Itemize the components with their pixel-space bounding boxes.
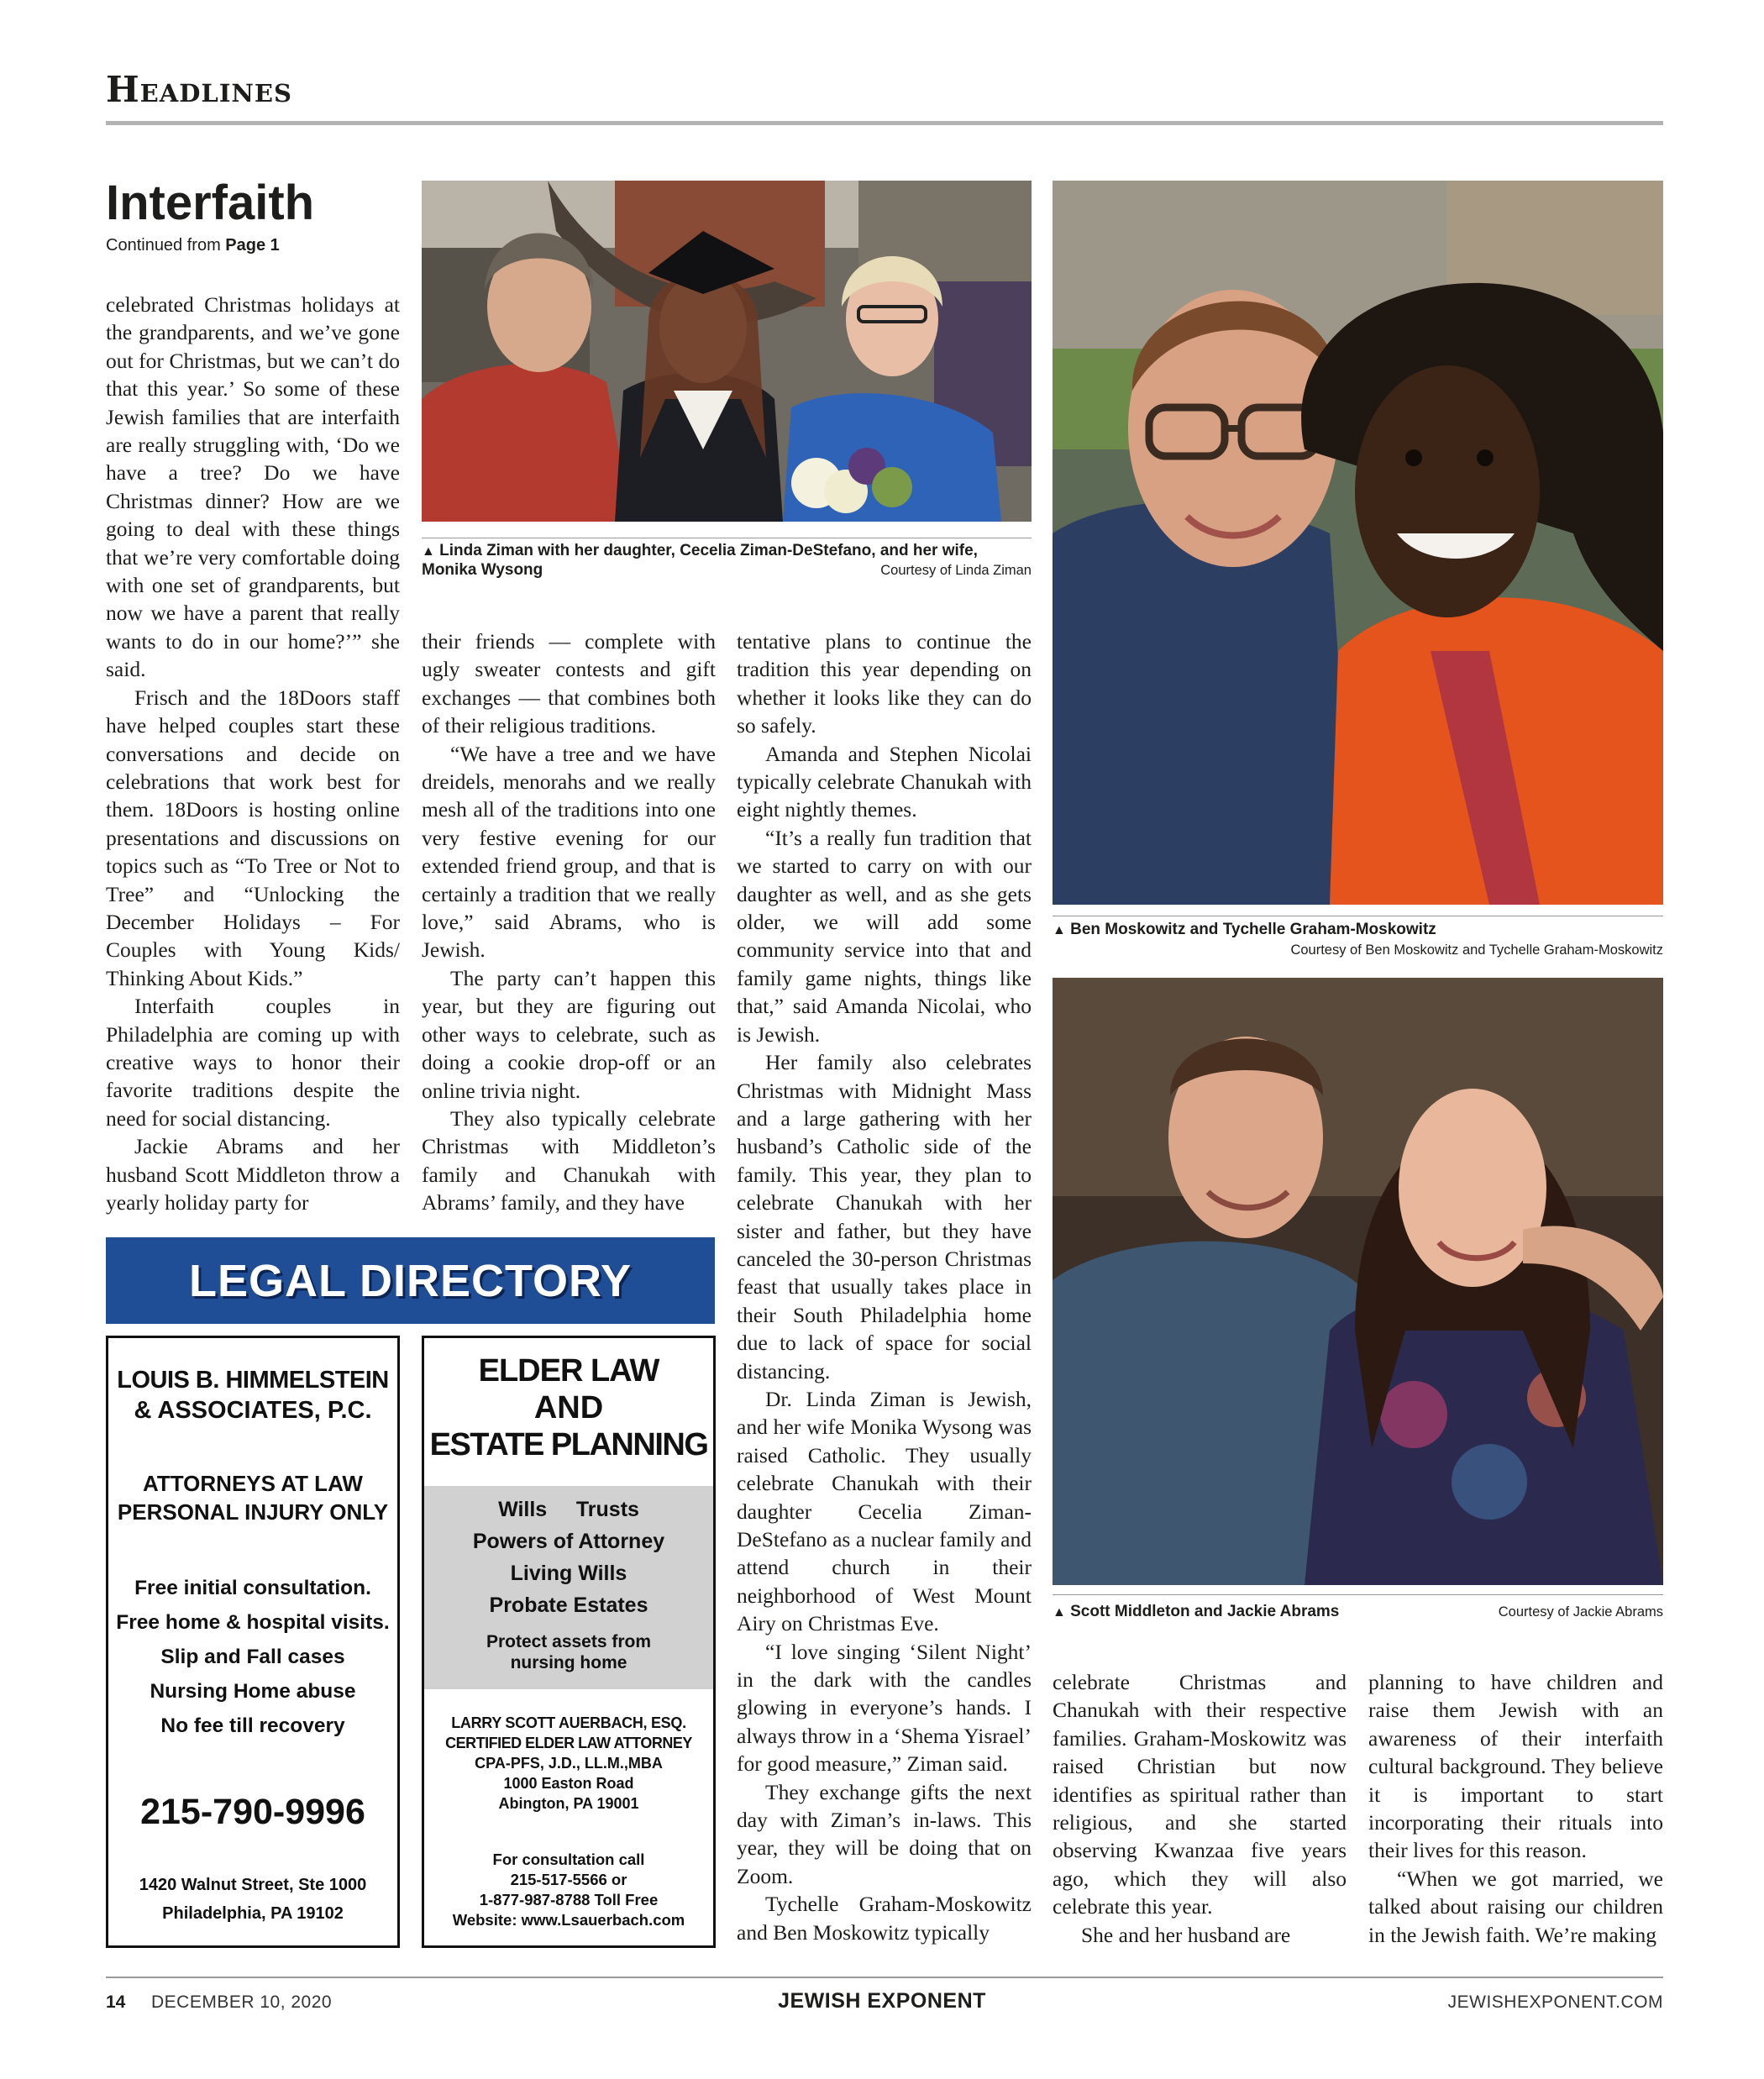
ad-himmelstein[interactable]: [106, 1336, 400, 1948]
ad-contact-3[interactable]: 1-877-987-8788 Toll Free: [479, 1891, 659, 1908]
ad-website[interactable]: Website: www.Lsauerbach.com: [452, 1911, 685, 1929]
article-paragraph: “It’s a really fun tradition that we started to carry on with our daughter as well, and as she gets older, we will add some community service into that and family game nights, things like that,” said Amanda Nicolai, who is Jewish.: [737, 825, 1032, 1047]
article-paragraph: celebrated Christmas holidays at the grandparents, and we’ve gone out for Christmas, but we can’t do that this year.’ So some of these Jewish families that are interfaith are really struggling with, ‘Do we have a tree? Do we have Christmas dinner? How are we going to deal with these things that we’re very comfortable doing with one set of grandparents, but now we have a parent that really wants to do in our home?’” she said.: [106, 292, 400, 682]
photo2-credit: Courtesy of Ben Moskowitz and Tychelle Graham-Moskowitz: [1290, 942, 1663, 958]
article-paragraph: Amanda and Stephen Nicolai typically celebrate Chanukah with eight nightly themes.: [737, 741, 1032, 822]
ad-lawyer-1: LARRY SCOTT AUERBACH, ESQ.: [451, 1714, 686, 1731]
publication-name: JEWISH EXPONENT: [778, 1989, 986, 2013]
ad-lawyer-4: 1000 Easton Road: [503, 1775, 634, 1792]
article-paragraph: Tychelle Graham-Moskowitz and Ben Moskowitz typically: [737, 1892, 1032, 1945]
article-paragraph: “When we got married, we talked about raising our children in the Jewish faith. We’re making: [1368, 1866, 1663, 1947]
caption-triangle-icon: ▲: [422, 544, 435, 559]
ad-contact-2[interactable]: 215-517-5566 or: [510, 1871, 627, 1888]
photo3-credit: Courtesy of Jackie Abrams: [1498, 1604, 1663, 1620]
website-link[interactable]: JEWISHEXPONENT.COM: [1447, 1992, 1663, 2012]
article-paragraph: Her family also celebrates Christmas with Midnight Mass and a large gathering with her husband’s Catholic side of the family. This year, they plan to celebrate Chanukah with her sister and father, but they have canceled the 30-person Christmas feast that usually takes place in their South Philadelphia home due to lack of space for social distancing.: [737, 1050, 1032, 1383]
ad-services-3: Living Wills: [510, 1562, 627, 1585]
ad-bullet-3: Slip and Fall cases: [160, 1646, 345, 1668]
article-paragraph: She and her husband are: [1081, 1922, 1291, 1947]
article-column-5: [1368, 1668, 1663, 1949]
article-paragraph: “We have a tree and we have dreidels, menorahs and we really mesh all of the traditions into one very festive evening for our extended friend group, and that is certainly a tradition that we really love,” said Abrams, who is Jewish.: [422, 741, 716, 963]
ad-lawyer-2: CERTIFIED ELDER LAW ATTORNEY: [445, 1735, 692, 1751]
photo3-caption-rule: [1053, 1594, 1663, 1595]
article-paragraph: celebrate Christmas and Chanukah with their respective families. Graham-Moskowitz was raised Christian but now identifies as spiritual rather than religious, and she started observing Kwanzaa five years ago, which they will also celebrate this year.: [1053, 1670, 1347, 1919]
ad-title-3: ESTATE PLANNING: [429, 1427, 708, 1462]
photo-ziman-family: [422, 181, 1032, 522]
article-paragraph: They also typically celebrate Christmas with Middleton’s family and Chanukah with Abrams’ family, and they have: [422, 1105, 716, 1215]
header-rule: [106, 121, 1663, 125]
ad-address-1: 1420 Walnut Street, Ste 1000: [139, 1876, 367, 1894]
article-paragraph: Interfaith couples in Philadelphia are coming up with creative ways to honor their favorite traditions despite the need for social distancing.: [106, 994, 400, 1131]
ad-firm-name-1: LOUIS B. HIMMELSTEIN: [117, 1367, 389, 1394]
photo2-caption: [1053, 921, 1663, 940]
ad-phone[interactable]: 215-790-9996: [140, 1792, 365, 1832]
photo-middleton-abrams: [1053, 978, 1663, 1585]
article-paragraph: Jackie Abrams and her husband Scott Middleton throw a yearly holiday party for: [106, 1134, 400, 1215]
caption-triangle-icon: ▲: [1053, 923, 1066, 937]
footer-rule: [106, 1977, 1663, 1978]
article-column-2: [422, 627, 716, 1217]
ad-firm-name-2: & ASSOCIATES, P.C.: [134, 1397, 372, 1424]
article-paragraph: “I love singing ‘Silent Night’ in the dark with the candles glowing in everyone’s hands. I always throw in a ‘Shema Yisrael’ for good measure,” Ziman said.: [737, 1639, 1032, 1777]
ad-lawyer-5: Abington, PA 19001: [498, 1795, 639, 1812]
ad-auerbach[interactable]: [422, 1336, 716, 1948]
caption-triangle-icon: ▲: [1053, 1605, 1066, 1620]
ad-protect-2: nursing home: [510, 1653, 627, 1672]
article-paragraph: The party can’t happen this year, but they are figuring out other ways to celebrate, such as doing a cookie drop-off or an online trivia night.: [422, 965, 716, 1103]
photo1-credit: Courtesy of Linda Ziman: [880, 563, 1032, 578]
article-paragraph: tentative plans to continue the tradition this year depending on whether it looks like they can do so safely.: [737, 629, 1032, 738]
ad-bullet-5: No fee till recovery: [160, 1714, 345, 1737]
article-paragraph: They exchange gifts the next day with Ziman’s in-laws. This year, they will be doing that on Zoom.: [737, 1779, 1032, 1888]
issue-date: DECEMBER 10, 2020: [151, 1992, 333, 2012]
ad-title-2: AND: [533, 1390, 604, 1425]
page-number: 14: [106, 1992, 126, 2012]
photo2-caption-text: Ben Moskowitz and Tychelle Graham-Moskowitz: [1070, 921, 1436, 938]
article-column-1: [106, 291, 400, 1216]
ad-services-4: Probate Estates: [489, 1593, 648, 1617]
article-paragraph: Dr. Linda Ziman is Jewish, and her wife Monika Wysong was raised Catholic. They usually celebrate Chanukah with their daughter Cecelia Ziman-DeStefano as a nuclear family and attend church in their neighborhood of West Mount Airy on Christmas Eve.: [737, 1386, 1032, 1636]
ad-bullet-1: Free initial consultation.: [134, 1577, 371, 1599]
section-title: Headlines: [106, 69, 292, 110]
ad-title-1: ELDER LAW: [478, 1353, 659, 1389]
ad-bullet-2: Free home & hospital visits.: [116, 1611, 390, 1634]
article-paragraph: their friends — complete with ugly sweater contests and gift exchanges — that combines both of their religious traditions.: [422, 629, 716, 738]
article-column-3: [737, 627, 1032, 1946]
ad-services-2: Powers of Attorney: [472, 1530, 665, 1553]
ad-address-2: Philadelphia, PA 19102: [162, 1904, 344, 1923]
ad-contact-1: For consultation call: [492, 1851, 645, 1868]
legal-directory-banner: LEGAL DIRECTORY: [106, 1237, 715, 1324]
continued-from: [106, 236, 280, 255]
ad-bullet-4: Nursing Home abuse: [150, 1680, 356, 1703]
photo1-caption-text: Linda Ziman with her daughter, Cecelia Ziman-DeStefano, and her wife, Monika Wysong: [422, 542, 978, 579]
article-paragraph: Frisch and the 18Doors staff have helped couples start these conversations and decide on celebrations that work best for them. 18Doors is hosting online presentations and discussions on topics such as “To Tree or Not to Tree” and “Unlocking the December Holidays – For Couples with Young Kids/ Thinking About Kids.”: [106, 685, 400, 990]
ad-services-1: Wills Trusts: [498, 1498, 639, 1521]
continued-page-link[interactable]: Page 1: [225, 236, 280, 255]
article-headline: Interfaith: [106, 176, 315, 230]
continued-prefix: Continued from: [106, 236, 226, 255]
photo3-caption-text: Scott Middleton and Jackie Abrams: [1070, 1603, 1340, 1620]
photo3-caption: [1053, 1603, 1405, 1622]
ad-attorneys: ATTORNEYS AT LAW: [143, 1471, 363, 1496]
photo-moskowitz-couple: [1053, 181, 1663, 905]
article-column-4: [1053, 1668, 1347, 1949]
ad-protect-1: Protect assets from: [486, 1632, 652, 1651]
article-paragraph: planning to have children and raise them Jewish with an awareness of their interfaith cultural background. They believe it is important to start incorporating their rituals into their lives for this reason.: [1368, 1670, 1663, 1863]
ad-lawyer-3: CPA-PFS, J.D., LL.M.,MBA: [475, 1755, 663, 1772]
ad-practice: PERSONAL INJURY ONLY: [117, 1499, 389, 1525]
